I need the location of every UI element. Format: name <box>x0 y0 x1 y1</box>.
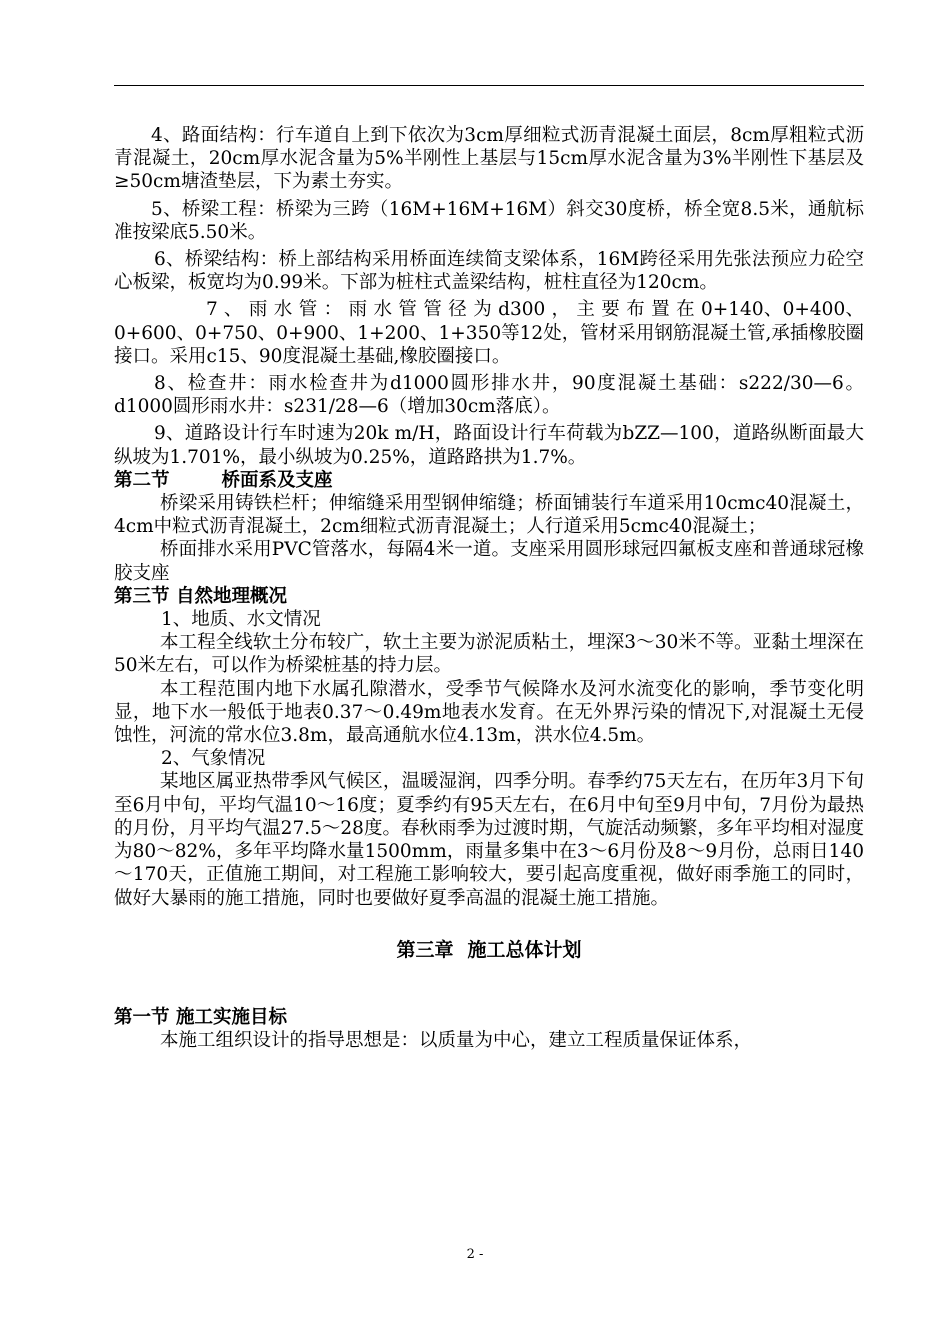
para-bridge-structure: 6、桥梁结构：桥上部结构采用桥面连续简支梁体系，16M跨径采用先张法预应力砼空心板梁，板宽均为0.99米。下部为桩柱式盖梁结构，桩柱直径为120cm。 <box>114 249 864 294</box>
para-climate: 某地区属亚热带季风气候区，温暖湿润，四季分明。春季约75天左右，在历年3月下旬至6月中旬，平均气温10～16度；夏季约有95天左右，在6月中旬至9月中旬，7月份为最热的月份，月平均气温27.5～28度。春秋雨季为过渡时期，气旋活动频繁，多年平均相对湿度为80～82%，多年平均降水量1500mm，雨量多集中在3～6月份及8～9月份，总雨日140～170天，正值施工期间，对工程施工影响较大，要引起高度重视，做好雨季施工的同时，做好大暴雨的施工措施，同时也要做好夏季高温的混凝土施工措施。 <box>114 771 864 909</box>
chapter-label: 第三章 <box>396 938 454 961</box>
para-groundwater: 本工程范围内地下水属孔隙潜水，受季节气候降水及河水流变化的影响，季节变化明显，地下水一般低于地表0.37～0.49m地表水发育。在无外界污染的情况下,对混凝土无侵蚀性，河流的常水位3.8m，最高通航水位4.13m，洪水位4.5m。 <box>114 678 864 747</box>
para-deck-drainage: 桥面排水采用PVC管落水，每隔4米一道。支座采用圆形球冠四氟板支座和普通球冠橡胶支座 <box>114 539 864 584</box>
section2-title: 桥面系及支座 <box>221 469 333 491</box>
para-guiding-idea: 本施工组织设计的指导思想是：以质量为中心，建立工程质量保证体系， <box>160 1029 753 1051</box>
para-rain-pipe: 7 、 雨 水 管 ： 雨 水 管 管 径 为 d300 ， 主 要 布 置 在 0+140、0+400、0+600、0+750、0+900、1+200、1+350等12处，管材采用钢筋混凝土管,承插橡胶圈接口。采用c15、90度混凝土基础,橡胶圈接口。 <box>114 299 864 367</box>
para-bridge-deck: 桥梁采用铸铁栏杆；伸缩缝采用型钢伸缩缝；桥面铺装行车道采用10cmc40混凝土，4cm中粒式沥青混凝土，2cm细粒式沥青混凝土；人行道采用5cmc40混凝土； <box>114 493 864 538</box>
section1-heading: 第一节 施工实施目标 <box>114 1006 287 1028</box>
chapter-title: 施工总体计划 <box>467 938 582 961</box>
para-bridge-works: 5、桥梁工程：桥梁为三跨（16M+16M+16M）斜交30度桥，桥全宽8.5米，通航标准按梁底5.50米。 <box>114 198 864 243</box>
para-pavement-structure: 4、路面结构：行车道自上到下依次为3cm厚细粒式沥青混凝土面层，8cm厚粗粒式沥青混凝土，20cm厚水泥含量为5%半刚性上基层与15cm厚水泥含量为3%半刚性下基层及≥50cm塘渣垫层，下为素土夯实。 <box>114 125 864 193</box>
chapter-heading <box>114 937 864 963</box>
header-rule <box>114 85 864 86</box>
subheading-climate: 2、气象情况 <box>161 748 266 770</box>
section3-heading: 第三节 自然地理概况 <box>114 585 287 607</box>
para-inspection-well: 8、检查井：雨水检查井为d1000圆形排水井，90度混凝土基础：s222/30—6。d1000圆形雨水井：s231/28—6（增加30cm落底）。 <box>114 373 864 418</box>
para-road-design: 9、道路设计行车时速为20k m/H，路面设计行车荷载为bZZ—100，道路纵断面最大纵坡为1.701%，最小纵坡为0.25%，道路路拱为1.7%。 <box>114 423 864 468</box>
subheading-geology: 1、地质、水文情况 <box>161 609 321 631</box>
section2-heading <box>114 469 864 492</box>
document-body <box>114 124 864 1052</box>
section2-label: 第二节 <box>114 469 170 491</box>
para-soft-soil: 本工程全线软土分布较广，软土主要为淤泥质粘土，埋深3～30米不等。亚黏土埋深在50米左右，可以作为桥梁桩基的持力层。 <box>114 632 864 677</box>
page-number: 2 - <box>466 1247 484 1262</box>
